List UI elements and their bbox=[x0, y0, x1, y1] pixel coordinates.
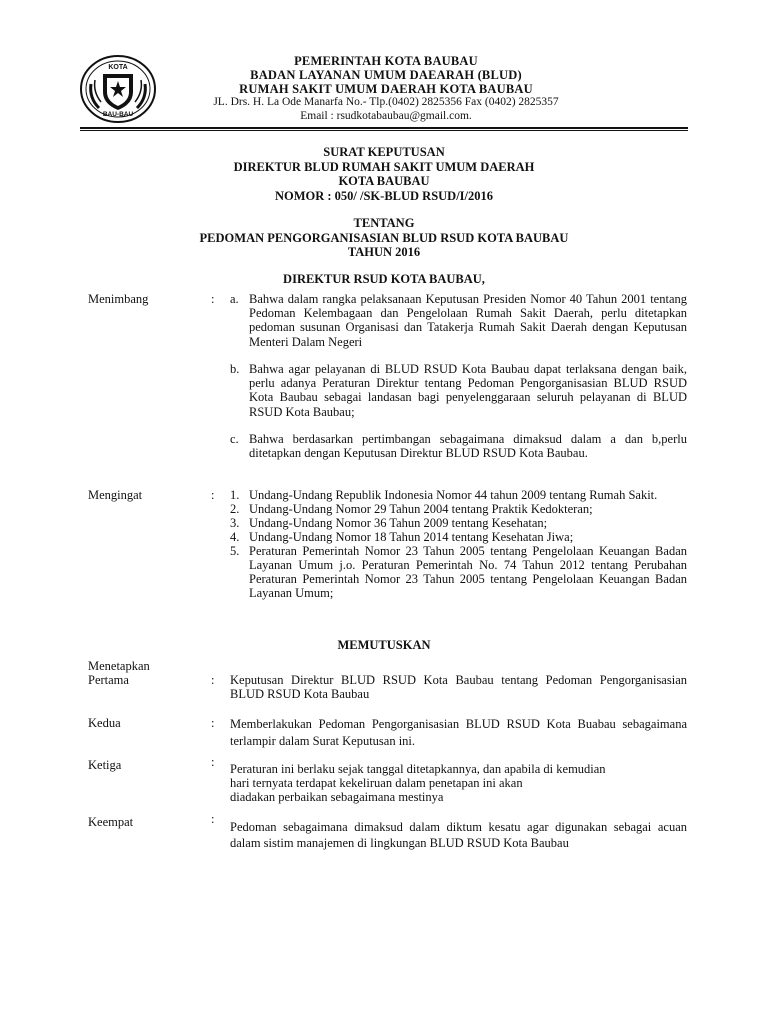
keempat-label: Keempat bbox=[88, 815, 134, 829]
emblem-top-text: KOTA bbox=[108, 64, 128, 71]
director-heading: DIREKTUR RSUD KOTA BAUBAU, bbox=[283, 272, 485, 286]
menimbang-colon: : bbox=[211, 292, 215, 306]
letterhead-line-3: RUMAH SAKIT UMUM DAERAH KOTA BAUBAU bbox=[239, 82, 533, 96]
ketiga-text bbox=[230, 762, 687, 805]
mengingat-text: Undang-Undang Nomor 18 Tahun 2014 tentang Kesehatan Jiwa; bbox=[249, 530, 574, 544]
decree-title-line-3: KOTA BAUBAU bbox=[338, 174, 430, 188]
mengingat-list bbox=[230, 488, 687, 600]
mengingat-label: Mengingat bbox=[88, 488, 143, 502]
decree-subject bbox=[80, 216, 688, 260]
menimbang-marker-c: c. bbox=[230, 432, 239, 446]
subject-line-1: PEDOMAN PENGORGANISASIAN BLUD RSUD KOTA BAUBAU bbox=[199, 230, 569, 245]
menimbang-marker-a: a. bbox=[230, 292, 239, 306]
mengingat-marker: 4. bbox=[230, 530, 240, 544]
pertama-text: Keputusan Direktur BLUD RSUD Kota Baubau tentang Pedoman Pengorganisasian BLUD RSUD Kota Baubau bbox=[230, 673, 687, 702]
decree-title-line-2: DIREKTUR BLUD RUMAH SAKIT UMUM DAERAH bbox=[233, 159, 535, 174]
keempat-colon: : bbox=[211, 812, 215, 826]
menimbang-label: Menimbang bbox=[88, 292, 149, 306]
kedua-text: Memberlakukan Pedoman Pengorganisasian BLUD RSUD Kota Buabau sebagaimana terlampir dalam Surat Keputusan ini. bbox=[230, 717, 687, 748]
letterhead-line-1: PEMERINTAH KOTA BAUBAU bbox=[294, 54, 478, 68]
mengingat-text: Undang-Undang Nomor 29 Tahun 2004 tentang Praktik Kedokteran; bbox=[249, 502, 593, 516]
subject-line-2: TAHUN 2016 bbox=[347, 245, 421, 259]
letterhead-email: Email : rsudkotabaubau@gmail.com. bbox=[300, 109, 472, 122]
subject-label: TENTANG bbox=[353, 216, 415, 230]
ketiga-label: Ketiga bbox=[88, 758, 122, 772]
letterhead-divider-thin bbox=[80, 130, 688, 131]
mengingat-item bbox=[230, 488, 687, 502]
ketiga-line-3: diadakan perbaikan sebagaimana mestinya bbox=[230, 790, 444, 805]
mengingat-item bbox=[230, 516, 687, 530]
mengingat-text: Undang-Undang Nomor 36 Tahun 2009 tentang Kesehatan; bbox=[249, 516, 548, 530]
keempat-text: Pedoman sebagaimana dimaksud dalam diktum kesatu agar digunakan sebagai acuan dalam sistim manajemen di lingkungan BLUD RSUD Kota Baubau bbox=[230, 820, 687, 850]
mengingat-marker: 3. bbox=[230, 516, 240, 530]
mengingat-item bbox=[230, 502, 687, 516]
pertama-label: Pertama bbox=[88, 673, 129, 687]
emblem-bottom-text: BAU-BAU bbox=[102, 111, 134, 118]
mengingat-item bbox=[230, 544, 687, 600]
mengingat-colon: : bbox=[211, 488, 215, 502]
letterhead-address: JL. Drs. H. La Ode Manarfa No.- Tlp.(0402) 2825356 Fax (0402) 2825357 bbox=[213, 96, 559, 108]
menimbang-item-b: Bahwa agar pelayanan di BLUD RSUD Kota Baubau dapat terlaksana dengan baik, perlu adanya Peraturan Direktur tentang Pedoman Pengorganisasian BLUD RSUD Kota Baubau sebagai landasan bagi penyelenggaraan seluruh pelayanan di BLUD RSUD Kota Baubau; bbox=[249, 362, 687, 419]
menimbang-item-a: Bahwa dalam rangka pelaksanaan Keputusan Presiden Nomor 40 Tahun 2001 tentang Pedoman Kelembagaan dan Pengelolaan Rumah Sakit Daerah, perlu ditetapkan pedoman susunan Organisasi dan Tatakerja Rumah Sakit Daerah dengan Keputusan Menteri Dalam Negeri bbox=[249, 292, 687, 349]
mengingat-marker: 5. bbox=[230, 544, 240, 558]
letterhead-line-2: BADAN LAYANAN UMUM DAEARAH (BLUD) bbox=[250, 68, 522, 82]
mengingat-text: Peraturan Pemerintah Nomor 23 Tahun 2005 tentang Pengelolaan Keuangan Badan Layanan Umum j.o. Peraturan Pemerintah No. 74 Tahun 2012 tentang Perubahan Peraturan Pemerintah Nomor 23 Tahun 2005 tentang Pengelolaan Keuangan Badan Layanan Umum; bbox=[249, 544, 687, 600]
mengingat-item bbox=[230, 530, 687, 544]
decree-title-line-1: SURAT KEPUTUSAN bbox=[323, 145, 445, 159]
letterhead-divider-thick bbox=[80, 127, 688, 129]
kedua-colon: : bbox=[211, 716, 215, 730]
ketiga-line-2: hari ternyata terdapat kekeliruan dalam penetapan ini akan bbox=[230, 776, 523, 791]
mengingat-text: Undang-Undang Republik Indonesia Nomor 44 tahun 2009 tentang Rumah Sakit. bbox=[249, 488, 658, 502]
letterhead bbox=[160, 54, 612, 123]
pertama-colon: : bbox=[211, 673, 215, 687]
mengingat-marker: 2. bbox=[230, 502, 240, 516]
menimbang-item-c: Bahwa berdasarkan pertimbangan sebagaimana dimaksud dalam a dan b,perlu ditetapkan dengan Keputusan Direktur BLUD RSUD Kota Baubau. bbox=[249, 432, 687, 461]
menetapkan-label: Menetapkan bbox=[88, 659, 150, 673]
kedua-label: Kedua bbox=[88, 716, 121, 730]
menimbang-marker-b: b. bbox=[230, 362, 240, 376]
decree-title bbox=[80, 145, 688, 203]
ketiga-line-1: Peraturan ini berlaku sejak tanggal ditetapkannya, dan apabila di kemudian bbox=[230, 762, 606, 776]
decree-number: NOMOR : 050/ /SK-BLUD RSUD/I/2016 bbox=[274, 188, 494, 203]
mengingat-marker: 1. bbox=[230, 488, 240, 502]
kota-baubau-emblem bbox=[79, 54, 157, 124]
ketiga-colon: : bbox=[211, 755, 215, 769]
memutuskan-heading: MEMUTUSKAN bbox=[337, 638, 431, 652]
